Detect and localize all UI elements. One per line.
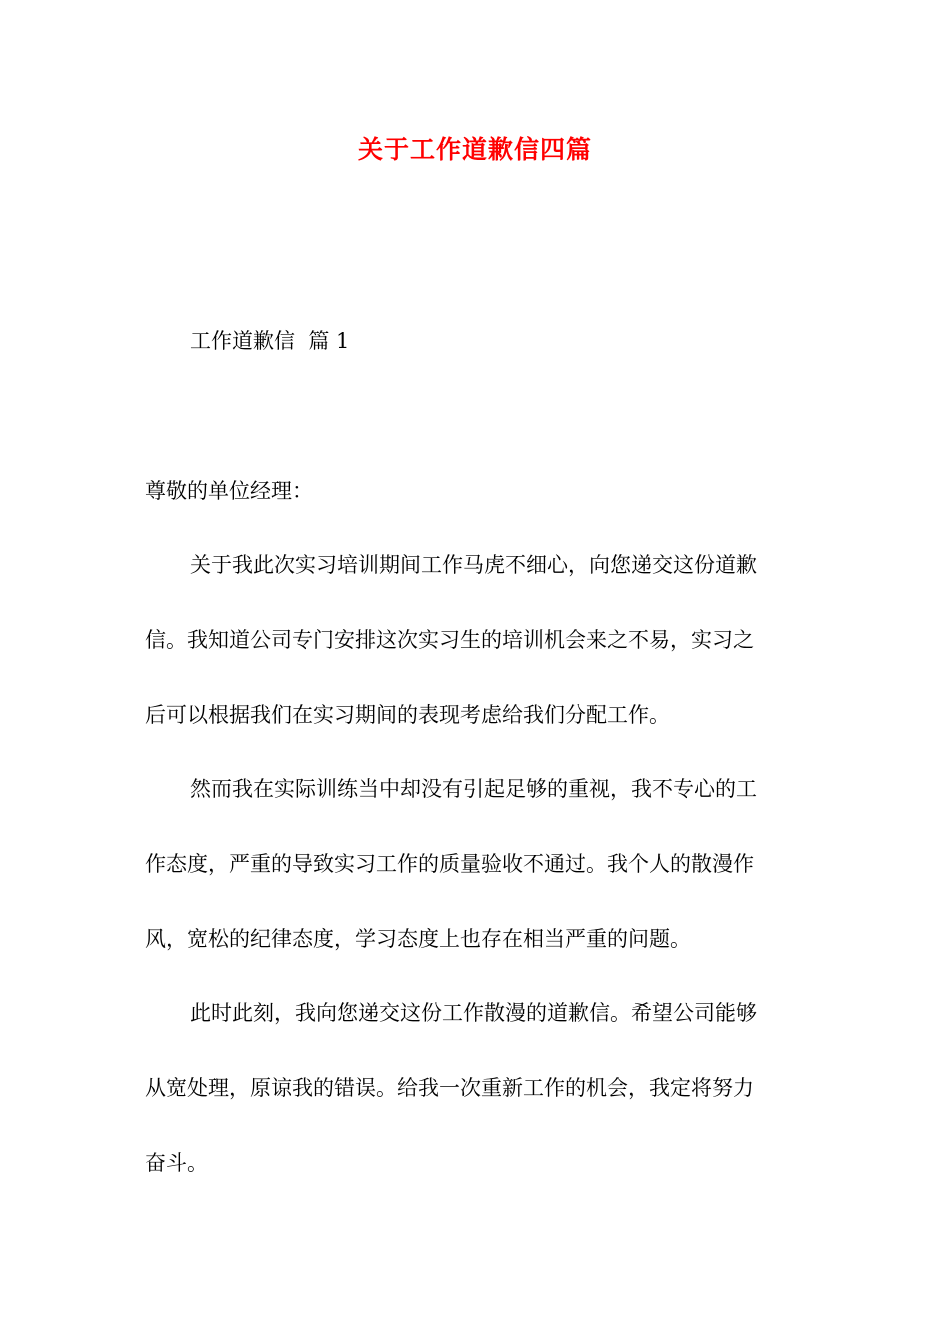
paragraph-line: 风，宽松的纪律态度，学习态度上也存在相当严重的问题。 xyxy=(145,927,691,951)
salutation: 尊敬的单位经理： xyxy=(145,479,313,503)
paragraph-line: 关于我此次实习培训期间工作马虎不细心，向您递交这份道歉 xyxy=(190,553,757,577)
paragraph-line: 后可以根据我们在实习期间的表现考虑给我们分配工作。 xyxy=(145,703,670,727)
paragraph-line: 然而我在实际训练当中却没有引起足够的重视，我不专心的工 xyxy=(190,777,757,801)
paragraph-line: 作态度，严重的导致实习工作的质量验收不通过。我个人的散漫作 xyxy=(145,852,754,876)
paragraph-line: 从宽处理，原谅我的错误。给我一次重新工作的机会，我定将努力 xyxy=(145,1076,754,1100)
section-heading: 工作道歉信 篇 1 xyxy=(190,329,350,353)
document-title: 关于工作道歉信四篇 xyxy=(357,135,592,164)
paragraph-line: 信。我知道公司专门安排这次实习生的培训机会来之不易，实习之 xyxy=(145,628,754,652)
paragraph-line: 此时此刻，我向您递交这份工作散漫的道歉信。希望公司能够 xyxy=(190,1001,757,1025)
paragraph-line: 奋斗。 xyxy=(145,1151,208,1175)
